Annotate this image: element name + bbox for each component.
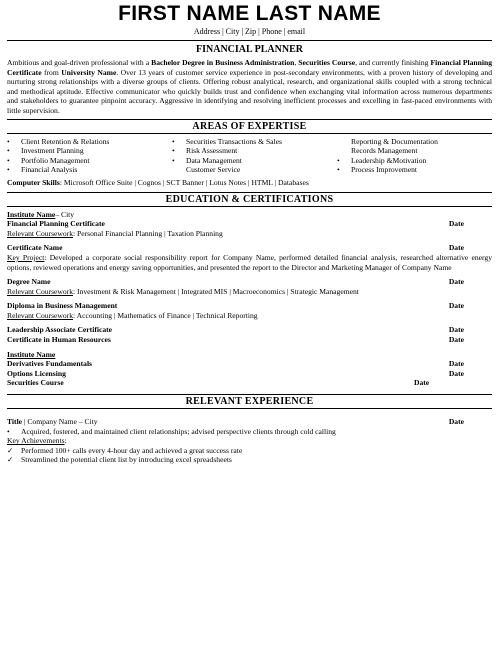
coursework-line <box>7 229 492 239</box>
experience-heading: RELEVANT EXPERIENCE <box>7 394 492 409</box>
expertise-item <box>337 146 492 156</box>
bullet-icon: • <box>7 165 10 175</box>
bullet-icon: • <box>7 426 10 436</box>
credential-name: Securities Course <box>7 378 64 388</box>
edu-row <box>7 325 492 335</box>
job-heading <box>7 417 98 427</box>
computer-skills <box>7 178 492 188</box>
experience-section <box>7 417 492 465</box>
credential-date: Date <box>448 359 464 369</box>
expertise-item <box>172 146 327 156</box>
credential-name: Options Licensing <box>7 368 66 378</box>
credential-name: Financial Planning Certificate <box>7 219 105 229</box>
bullet-icon: • <box>7 146 10 156</box>
edu-row <box>7 335 492 345</box>
credential-date: Date <box>448 277 464 287</box>
expertise-item-label: Portfolio Management <box>21 155 90 165</box>
job-title-heading: FINANCIAL PLANNER <box>196 44 303 55</box>
key-achievements-label-line <box>7 436 492 446</box>
credential-name: Derivatives Fundamentals <box>7 359 93 369</box>
expertise-item <box>172 165 327 175</box>
summary-text: , <box>294 58 299 67</box>
credential-date: Date <box>448 335 464 345</box>
credential-date: Date <box>448 219 464 229</box>
institute-name: Institute Name <box>7 209 56 219</box>
expertise-item-label: Data Management <box>186 155 242 165</box>
computer-skills-list: : Microsoft Office Suite | Cognos | SCT Banner | Lotus Notes | HTML | Databases <box>59 177 309 187</box>
expertise-item-label: Leadership &Motivation <box>351 155 427 165</box>
expertise-item <box>172 156 327 166</box>
key-project-text: : Developed a corporate social responsibility report for Company Name, performed detailed financial analysis, researched alternative energy options, reviewed operations and energy saving opportunities, and presented the report to the Director and Marketing Manager of Company Name <box>7 252 492 272</box>
education-section <box>7 210 492 389</box>
coursework-label: Relevant Coursework <box>7 286 74 296</box>
summary-text: , and currently finishing <box>355 58 431 67</box>
key-project <box>7 253 492 272</box>
contact-line: Address | City | Zip | Phone | email <box>193 27 306 36</box>
summary-bold: Bachelor Degree in Business Administration <box>151 58 295 67</box>
coursework-line <box>7 287 492 297</box>
credential-name: Certificate in Human Resources <box>7 335 111 345</box>
expertise-item <box>7 146 162 156</box>
computer-skills-label: Computer Skills <box>7 177 60 187</box>
expertise-item <box>7 165 162 175</box>
coursework-list: : Investment & Risk Management | Integrated MIS | Macroeconomics | Strategic Management <box>73 286 359 296</box>
education-heading: EDUCATION & CERTIFICATIONS <box>7 192 492 207</box>
credential-date: Date <box>448 368 464 378</box>
institute-name: Institute Name <box>7 349 56 359</box>
bullet-icon: • <box>337 155 340 165</box>
job-duty <box>7 427 492 437</box>
key-achievements-colon: : <box>64 436 67 446</box>
institute-city: – City <box>55 209 75 219</box>
expertise-item-label: Financial Analysis <box>21 165 78 175</box>
expertise-column-2 <box>162 137 327 175</box>
coursework-label: Relevant Coursework <box>7 228 74 238</box>
job-row <box>7 417 492 427</box>
expertise-item <box>337 156 492 166</box>
expertise-column-3 <box>327 137 492 175</box>
bullet-icon: • <box>172 136 175 146</box>
edu-row <box>7 369 492 379</box>
resume-page <box>0 2 499 664</box>
expertise-item <box>337 137 492 147</box>
expertise-item-label: Investment Planning <box>21 146 84 156</box>
expertise-grid <box>7 137 492 175</box>
institute-2 <box>7 350 492 360</box>
expertise-item-label: Customer Service <box>186 165 241 175</box>
bullet-icon: • <box>7 136 10 146</box>
bullet-icon: • <box>337 165 340 175</box>
expertise-item <box>172 137 327 147</box>
edu-row <box>7 378 492 388</box>
professional-summary <box>7 58 492 116</box>
key-project-label: Key Project <box>7 252 45 262</box>
job-duty-text: Acquired, fostered, and maintained client relationships; advised perspective clients through cold calling <box>21 426 336 436</box>
credential-date: Date <box>448 325 464 335</box>
edu-row <box>7 219 492 229</box>
candidate-name: FIRST NAME LAST NAME <box>118 2 381 25</box>
expertise-item-label: Process Improvement <box>351 165 418 175</box>
coursework-line <box>7 311 492 321</box>
summary-text: . Over 13 years of customer service experience in post-secondary environments, with a proven history of developing and nurturing strong relationships with a diverse groups of clients. Offering robust analytical, research, and organizational skills coupled with a strong technical and methodical aptitude. Effective communicator who quickly builds trust and confidence when exchanging vital information across numerous departments and stakeholders to guarantee pinpoint accuracy. Aggressive in identifying and resolving inefficient processes and excelling in fast-paced environments with little supervision. <box>7 67 493 115</box>
summary-bold: University Name <box>61 67 117 77</box>
summary-text: from <box>41 67 62 77</box>
key-achievements-label: Key Achievements <box>7 436 65 446</box>
expertise-item <box>337 165 492 175</box>
expertise-column-1 <box>7 137 162 175</box>
achievement-item <box>7 455 492 465</box>
edu-row <box>7 301 492 311</box>
expertise-item <box>7 156 162 166</box>
credential-name: Degree Name <box>7 277 51 287</box>
edu-row <box>7 243 492 253</box>
expertise-item <box>7 137 162 147</box>
achievement-text: Streamlined the potential client list by introducing excel spreadsheets <box>21 455 232 465</box>
credential-date: Date <box>448 243 464 253</box>
job-date: Date <box>448 417 464 427</box>
summary-bold: Financial Planning Certificate <box>7 58 492 77</box>
coursework-label: Relevant Coursework <box>7 310 74 320</box>
bullet-icon: • <box>7 155 10 165</box>
summary-text: Ambitious and goal-driven professional with a <box>7 58 152 67</box>
credential-date: Date <box>414 378 430 388</box>
header-divider <box>7 40 492 41</box>
credential-name: Certificate Name <box>7 243 63 253</box>
expertise-item-label: Risk Assessment <box>186 146 238 156</box>
expertise-heading: AREAS OF EXPERTISE <box>7 119 492 134</box>
credential-date: Date <box>448 301 464 311</box>
job-company: | Company Name – City <box>22 417 98 427</box>
edu-row <box>7 277 492 287</box>
summary-bold: Securities Course <box>298 58 356 67</box>
credential-name: Leadership Associate Certificate <box>7 325 113 335</box>
achievement-text: Performed 100+ calls every 4-hour day and achieved a great success rate <box>21 445 243 455</box>
coursework-list: : Accounting | Mathematics of Finance | Technical Reporting <box>73 310 258 320</box>
coursework-list: : Personal Financial Planning | Taxation Planning <box>73 228 223 238</box>
bullet-icon: • <box>172 146 175 156</box>
expertise-item-label: Securities Transactions & Sales <box>186 136 282 146</box>
achievement-item <box>7 446 492 456</box>
edu-row <box>7 359 492 369</box>
checkmark-icon: ✓ <box>7 455 14 465</box>
expertise-item-label: Reporting & Documentation <box>351 136 438 146</box>
bullet-icon: • <box>172 155 175 165</box>
expertise-item-label: Client Retention & Relations <box>21 136 110 146</box>
expertise-item-label: Records Management <box>351 146 418 156</box>
credential-name: Diploma in Business Management <box>7 301 118 311</box>
institute-1 <box>7 210 492 220</box>
job-title: Title <box>7 417 23 427</box>
checkmark-icon: ✓ <box>7 445 14 455</box>
